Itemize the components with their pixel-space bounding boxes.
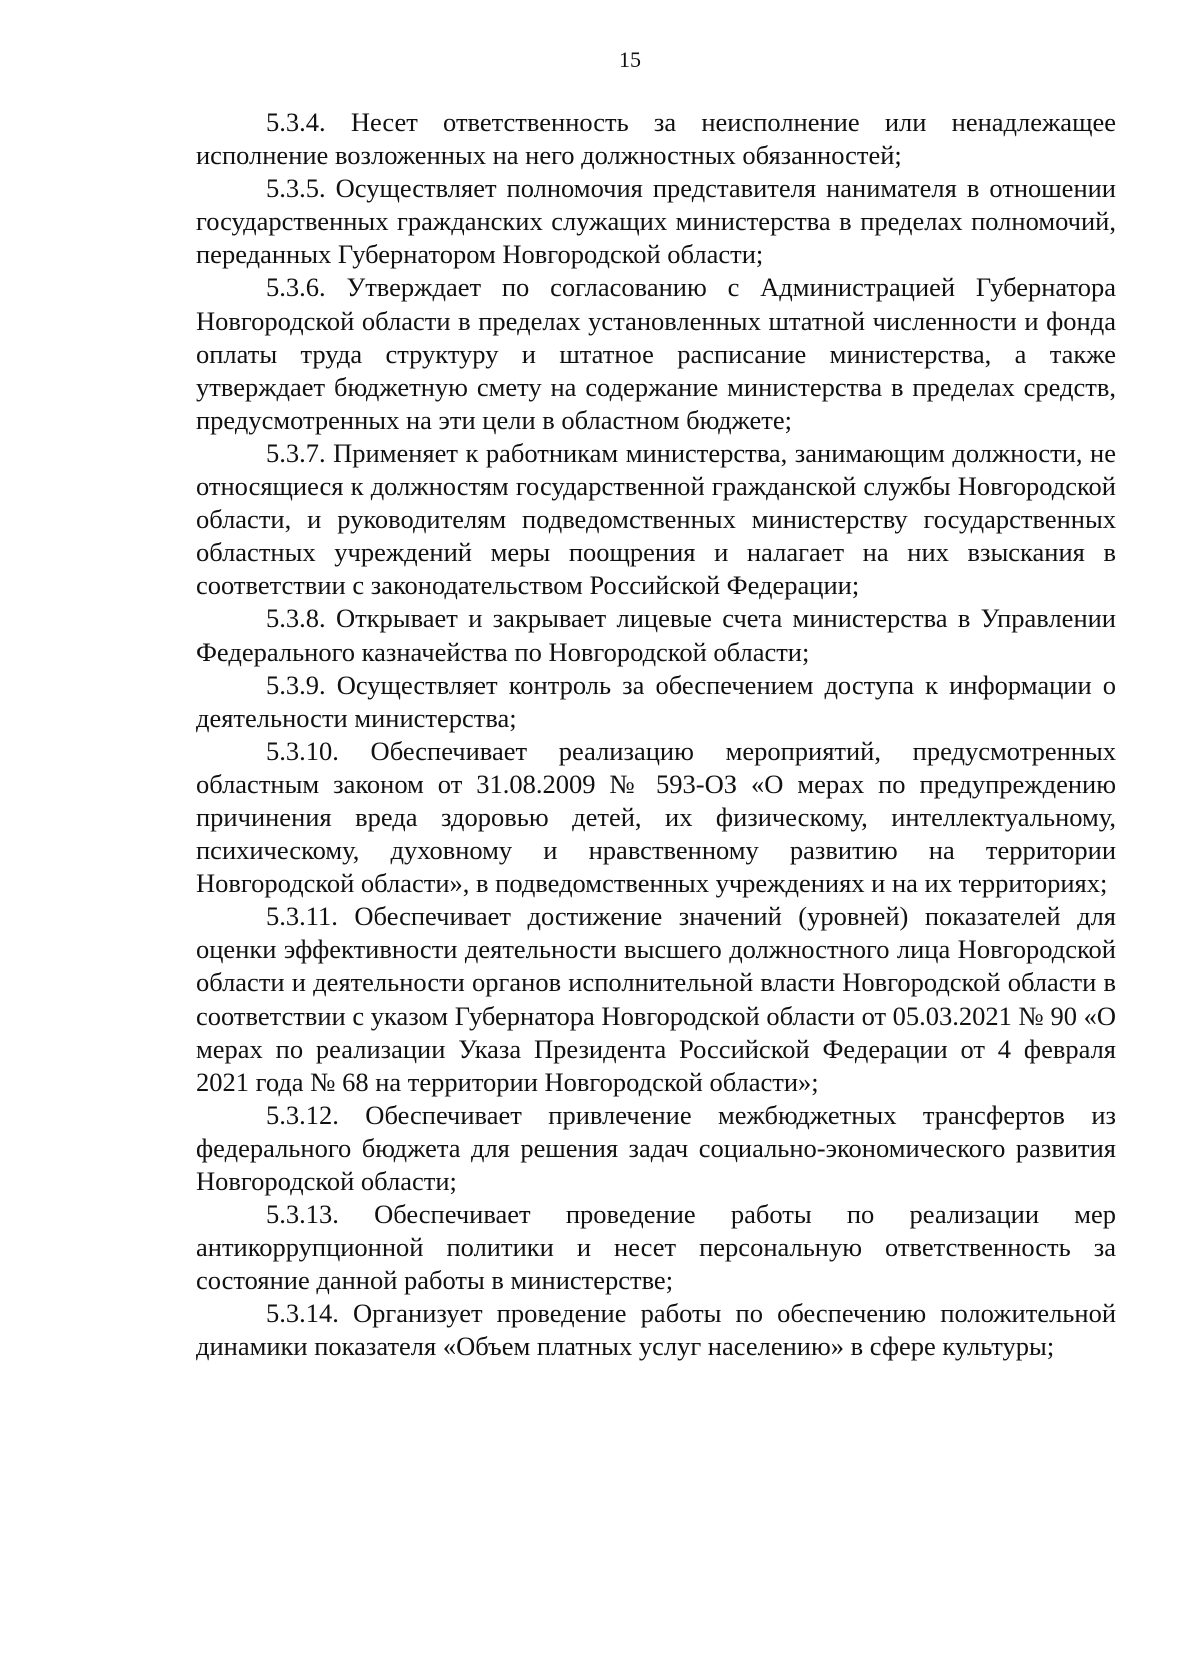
paragraph-5-3-13: 5.3.13. Обеспечивает проведение работы по реализации мер антикоррупционной политики и несет персональную ответственность за состояние данной работы в министерстве; (196, 1199, 1116, 1296)
paragraph-5-3-14: 5.3.14. Организует проведение работы по обеспечению положительной динамики показателя «Объем платных услуг населению» в сфере культуры; (196, 1298, 1116, 1362)
paragraph-5-3-8: 5.3.8. Открывает и закрывает лицевые счета министерства в Управлении Федерального казначейства по Новгородской области; (196, 603, 1116, 667)
paragraph-5-3-7: 5.3.7. Применяет к работникам министерства, занимающим должности, не относящиеся к должностям государственной гражданской службы Новгородской области, и руководителям подведомственных министерству государственных областных учреждений меры поощрения и налагает на них взыскания в соответствии с законодательством Российской Федерации; (196, 437, 1116, 601)
paragraph-5-3-9: 5.3.9. Осуществляет контроль за обеспечением доступа к информации о деятельности министерства; (196, 669, 1116, 733)
page-number: 15 (619, 47, 641, 72)
paragraph-5-3-12: 5.3.12. Обеспечивает привлечение межбюджетных трансфертов из федерального бюджета для решения задач социально-экономического развития Новгородской области; (196, 1099, 1116, 1196)
paragraph-5-3-11: 5.3.11. Обеспечивает достижение значений (уровней) показателей для оценки эффективности деятельности высшего должностного лица Новгородской области и деятельности органов исполнительной власти Новгородской области в соответствии с указом Губернатора Новгородской области от 05.03.2021 № 90 «О мерах по реализации Указа Президента Российской Федерации от 4 февраля 2021 года № 68 на территории Новгородской области»; (196, 901, 1116, 1097)
paragraph-5-3-10: 5.3.10. Обеспечивает реализацию мероприятий, предусмотренных областным законом от 31.08.2009 № 593-ОЗ «О мерах по предупреждению причинения вреда здоровью детей, их физическому, интеллектуальному, психическому, духовному и нравственному развитию на территории Новгородской области», в подведомственных учреждениях и на их территориях; (196, 735, 1116, 899)
document-body (196, 106, 1116, 1364)
paragraph-5-3-6: 5.3.6. Утверждает по согласованию с Администрацией Губернатора Новгородской области в пределах установленных штатной численности и фонда оплаты труда структуру и штатное расписание министерства, а также утверждает бюджетную смету на содержание министерства в пределах средств, предусмотренных на эти цели в областном бюджете; (196, 272, 1116, 435)
paragraph-5-3-4: 5.3.4. Несет ответственность за неисполнение или ненадлежащее исполнение возложенных на него должностных обязанностей; (196, 107, 1116, 171)
paragraph-5-3-5: 5.3.5. Осуществляет полномочия представителя нанимателя в отношении государственных гражданских служащих министерства в пределах полномочий, переданных Губернатором Новгородской области; (196, 173, 1116, 270)
